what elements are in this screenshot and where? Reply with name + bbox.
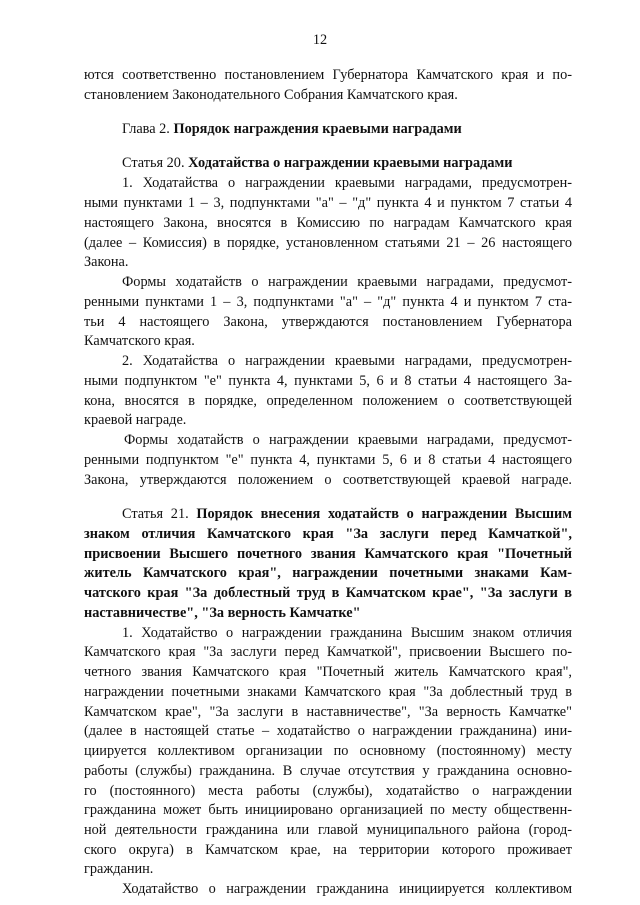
article-20-title: Ходатайства о награждении краевыми наградами — [188, 155, 513, 171]
chapter-prefix: Глава 2. — [122, 121, 174, 137]
article-20-text-line: Закона. — [84, 254, 129, 270]
article-20-text-line: ными подпунктом "е" пункта 4, пунктами 5, 6 и 8 статьи 4 настоящего За- — [84, 373, 572, 389]
article-20-text-line: ренными пунктами 1 – 3, подпунктами "а" – "д" пункта 4 и пунктом 7 ста- — [84, 294, 572, 310]
article-20-text-line: краевой награде. — [84, 412, 187, 428]
article-21-title-line: Порядок внесения ходатайств о награждении Высшим — [196, 506, 572, 522]
article-20-text-line: 2. Ходатайства о награждении краевыми наградами, предусмотрен- — [122, 353, 572, 369]
article-21-text-line: гражданин. — [84, 861, 154, 877]
article-20-heading — [122, 154, 610, 174]
article-21-text-line: го (постоянного) места работы (службы), ходатайство о награждении — [84, 783, 572, 799]
article-21-prefix: Статья 21. — [122, 506, 197, 522]
article-20-text-line: Камчатского края. — [84, 333, 195, 349]
article-21-text-line: Ходатайство о награждении гражданина инициируется коллективом — [122, 881, 572, 897]
article-21-text-line: Камчатского края "За заслуги перед Камчаткой", присвоении Высшего по- — [84, 644, 572, 660]
article-21-title-line: наставничестве", "За верность Камчатке" — [84, 605, 361, 621]
article-21-text-line: четного звания Камчатского края "Почетный житель Камчатского края", — [84, 664, 572, 680]
chapter-heading — [122, 120, 610, 140]
article-21-text-line: (далее в настоящей статье – ходатайство о награждении гражданина) ини- — [84, 723, 572, 739]
article-21-text-line: ной деятельности гражданина или главой муниципального района (город- — [84, 822, 572, 838]
article-20-prefix: Статья 20. — [122, 155, 189, 171]
article-21-title-line: присвоении Высшего почетного звания Камчатского края "Почетный — [84, 546, 572, 562]
article-21-text-line: Камчатском крае", "За заслуги в наставничестве", "За верность Камчатке" — [84, 704, 572, 720]
intro-line: ются соответственно постановлением Губернатора Камчатского края и по- — [84, 67, 572, 83]
article-20-text-line: Формы ходатайств о награждении краевыми наградами, предусмот- — [124, 432, 572, 448]
article-21-heading — [122, 505, 572, 525]
article-20-text-line: ренными подпунктом "е" пункта 4, пунктами 5, 6 и 8 статьи 4 настоящего — [84, 452, 572, 468]
article-21-text-line: 1. Ходатайство о награждении гражданина Высшим знаком отличия — [122, 625, 572, 641]
article-20-text-line: (далее – Комиссия) в порядке, установленном статьями 21 – 26 настоящего — [84, 235, 572, 251]
chapter-title: Порядок награждения краевыми наградами — [173, 121, 462, 137]
article-20-text-line: Закона, утверждаются положением о соответствующей краевой награде. — [84, 472, 572, 488]
article-20-text-line: 1. Ходатайства о награждении краевыми наградами, предусмотрен- — [122, 175, 572, 191]
article-21-title-line: житель Камчатского края", награждении почетными знаками Кам- — [84, 565, 572, 581]
article-21-text-line: циируется коллективом организации по основному (постоянному) месту — [84, 743, 572, 759]
article-20-text-line: тьи 4 настоящего Закона, утверждаются постановлением Губернатора — [84, 314, 572, 330]
article-20-text-line: ными пунктами 1 – 3, подпунктами "а" – "д" пункта 4 и пунктом 7 статьи 4 — [84, 195, 572, 211]
article-21-title-line: чатского края "За доблестный труд в Камчатском крае", "За заслуги в — [84, 585, 572, 601]
article-21-title-line: знаком отличия Камчатского края "За заслуги перед Камчаткой", — [84, 526, 572, 542]
article-20-text-line: Формы ходатайств о награждении краевыми наградами, предусмот- — [122, 274, 572, 290]
article-21-text-line: награждении почетными знаками Камчатского края "За доблестный труд в — [84, 684, 572, 700]
page-number: 12 — [312, 32, 328, 48]
article-21-text-line: работы (службы) гражданина. В случае отсутствия у гражданина основно- — [84, 763, 572, 779]
article-21-text-line: гражданина может быть инициировано организацией по месту общественн- — [84, 802, 572, 818]
article-21-text-line: ского округа) в Камчатском крае, на территории которого проживает — [84, 842, 572, 858]
intro-line: становлением Законодательного Собрания Камчатского края. — [84, 87, 458, 103]
article-20-text-line: кона, вносятся в порядке, определенном положением о соответствующей — [84, 393, 572, 409]
article-20-text-line: настоящего Закона, вносятся в Комиссию по наградам Камчатского края — [84, 215, 572, 231]
